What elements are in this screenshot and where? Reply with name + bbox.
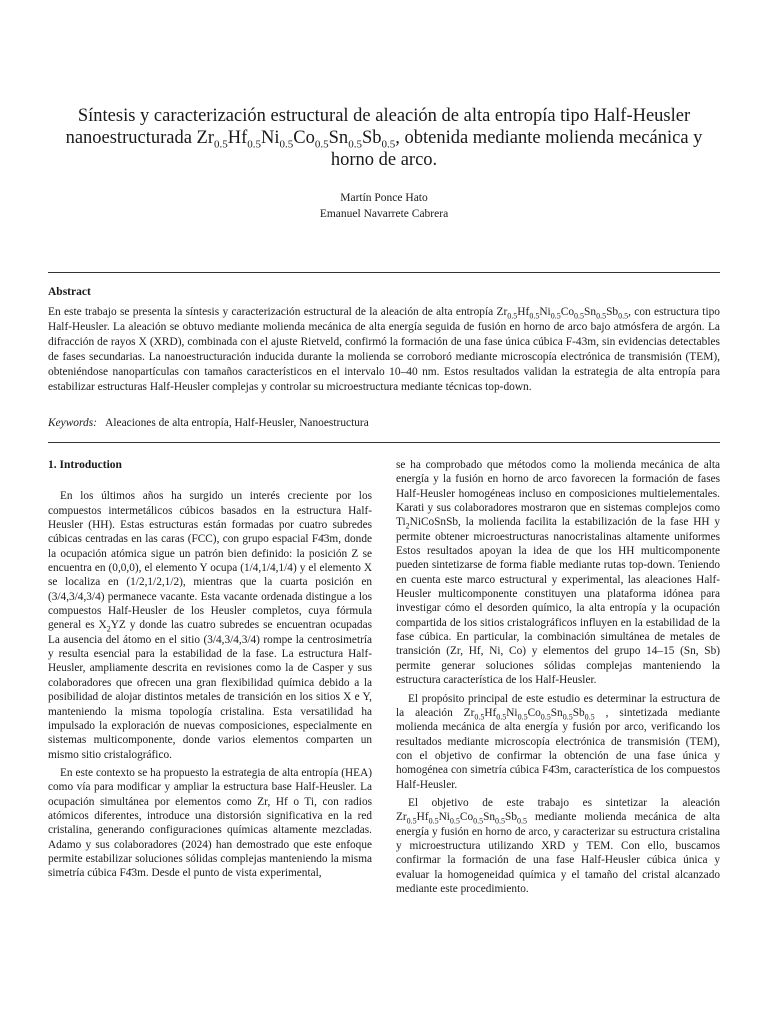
keywords-value: Aleaciones de alta entropía, Half-Heusler, Nanoestructura <box>105 417 369 429</box>
author-list <box>0 190 768 222</box>
paragraph: En este contexto se ha propuesto la estrategia de alta entropía (HEA) como vía para modificar y ampliar la estructura base Half-Heusler. La ocupación simultánea por elementos como Zr, Hf o Ti, con radios atómicos diferentes, introduce una distorsión significativa en la red cristalina, generando configuraciones químicas altamente mezcladas. Adamo y sus colaboradores (2024) han demostrado que este enfoque permite estabilizar soluciones sólidas complejas manteniendo la misma simetría cúbica F4̄3m. Desde el punto de vista experimental, <box>48 766 372 880</box>
left-column <box>48 458 372 885</box>
top-divider <box>48 272 720 273</box>
paragraph: El objetivo de este trabajo es sintetizar la aleación $Zr_{0.5}Hf_{0.5}Ni_{0.5}Co_{0.5}Sn_{0.5}Sb_{0.5}$ mediante molienda mecánica de alta energía y fusión en horno de arco, y caracterizar su estructura cristalina y microestructura utilizando XRD y TEM. Con ello, buscamos confirmar la formación de una fase Half-Heusler cúbica única y evaluar la homogeneidad química y el tamaño del cristal alcanzado mediante este procedimiento. <box>396 796 720 895</box>
abstract-heading: Abstract <box>48 286 91 298</box>
paragraph: se ha comprobado que métodos como la molienda mecánica de alta energía y la fusión en horno de arco favorecen la formación de fases Half-Heusler homogéneas incluso en composiciones multielementales. Karati y sus colaboradores mostraron que en sistemas complejos como $Ti_2NiCoSnSb$, la molienda facilita la estabilización de la fase HH y permite obtener microestructuras nanocristalinas altamente uniformes Estos resultados apoyan la idea de que los HH multicomponente pueden sintetizarse de forma fiable mediante rutas top-down. Teniendo en cuenta este marco estructural y experimental, las aleaciones Half-Heusler multicomponente constituyen una plataforma idónea para investigar cómo el desorden químico, la alta entropía y la ocupación compartida de los sitios cristalográficos influyen en la estabilidad de la fase cúbica. En particular, la combinación simultánea de metales de transición (Zr, Hf, Ni, Co) y elementos del grupo 14–15 (Sn, Sb) permite generar soluciones sólidas complejas manteniendo la estructura característica de los Half-Heusler. <box>396 459 720 687</box>
title-line-1: Síntesis y caracterización estructural de aleación de alta entropía tipo Half-Heusler <box>77 106 691 126</box>
title-line-2: nanoestructurada $Zr_{0.5}Hf_{0.5}Ni_{0.5}Co_{0.5}Sn_{0.5}Sb_{0.5}$, obtenida mediante molienda mecánica y <box>65 128 703 151</box>
paragraph: El propósito principal de este estudio es determinar la estructura de la aleación $Zr_{0.5}Hf_{0.5}Ni_{0.5}Co_{0.5}Sn_{0.5}Sb_{0.5}$ , sintetizada mediante molienda mecánica de alta energía y fusión por arco, verificando los resultados mediante microscopía electrónica de transmisión (TEM), con el objetivo de confirmar la obtención de una fase única y homogénea con simetría cúbica F4̄3m, característica de los compuestos Half-Heusler. <box>396 692 720 791</box>
author-name: Martín Ponce Hato <box>340 192 428 204</box>
paragraph: En los últimos años ha surgido un interés creciente por los compuestos intermetálicos cúbicos basados en la estructura Half-Heusler (HH). Estas estructuras están formadas por cuatro subredes cúbicas centradas en las caras (FCC), con grupo espacial F4̄3m, donde la ocupación atómica sigue un patrón bien definido: la posición Z se encuentra en (0,0,0), el elemento Y ocupa (1/4,1/4,1/4) y el elemento X se localiza en (1/2,1/2,1/2), mientras que la cuarta posición en (3/4,3/4,3/4) permanece vacante. Esta vacante ordenada distingue a los compuestos Half-Heusler de los Heusler completos, cuya fórmula general es $X_2YZ$ y donde las cuatro subredes se encuentran ocupadas La ausencia del átomo en el sitio (3/4,3/4,3/4) rompe la centrosimetría y resulta esencial para la estabilidad de la fase. La estructura Half-Heusler, ampliamente descrita en revisiones como la de Casper y sus colaboradores que ofrecen una gran flexibilidad química debido a la posibilidad de alojar distintos metales de transición en los sitios X e Y, manteniendo la misma topología cristalina. Esta versatilidad ha impulsado la exploración de nuevas composiciones, especialmente en sistemas multicomponente, donde varios elementos comparten un mismo sitio cristalográfico. <box>48 490 372 761</box>
alloy-formula: $Zr_{0.5}Hf_{0.5}Ni_{0.5}Co_{0.5}Sn_{0.5}Sb_{0.5}$ <box>396 811 527 826</box>
keywords-label: Keywords: <box>48 417 97 429</box>
right-column <box>396 458 720 900</box>
keywords <box>48 417 720 429</box>
author-name: Emanuel Navarrete Cabrera <box>319 208 449 220</box>
alloy-formula: $Zr_{0.5}Hf_{0.5}Ni_{0.5}Co_{0.5}Sn_{0.5}Sb_{0.5}$ <box>496 306 629 321</box>
alloy-formula: $Zr_{0.5}Hf_{0.5}Ni_{0.5}Co_{0.5}Sn_{0.5}Sb_{0.5}$ <box>463 706 595 722</box>
abstract-body: En este trabajo se presenta la síntesis y caracterización estructural de la aleación de alta entropía $Zr_{0.5}Hf_{0.5}Ni_{0.5}Co_{0.5}Sn_{0.5}Sb_{0.5}$, con estructura tipo Half-Heusler. La aleación se obtuvo mediante molienda mecánica de alta energía seguida de fusión en horno de arco bajo atmósfera de argón. La difracción de rayos X (XRD), combinada con el ajuste Rietveld, confirmó la formación de una fase única cúbica F-43m, sin evidencias detectables de fases secundarias. La nanoestructuración inducida durante la molienda se corroboró mediante microscopía electrónica de transmisión (TEM), obteniéndose nanopartículas con tamaños característicos en el intervalo 10–40 nm. Estos resultados validan la estrategia de alta entropía para estabilizar estructuras Half-Heusler complejas y controlar su microestructura mediante técnicas top-down. <box>48 306 720 393</box>
paper-title <box>40 105 728 171</box>
bottom-divider <box>48 442 720 443</box>
section-heading: 1. Introduction <box>48 459 122 471</box>
title-line-3: horno de arco. <box>330 150 438 170</box>
